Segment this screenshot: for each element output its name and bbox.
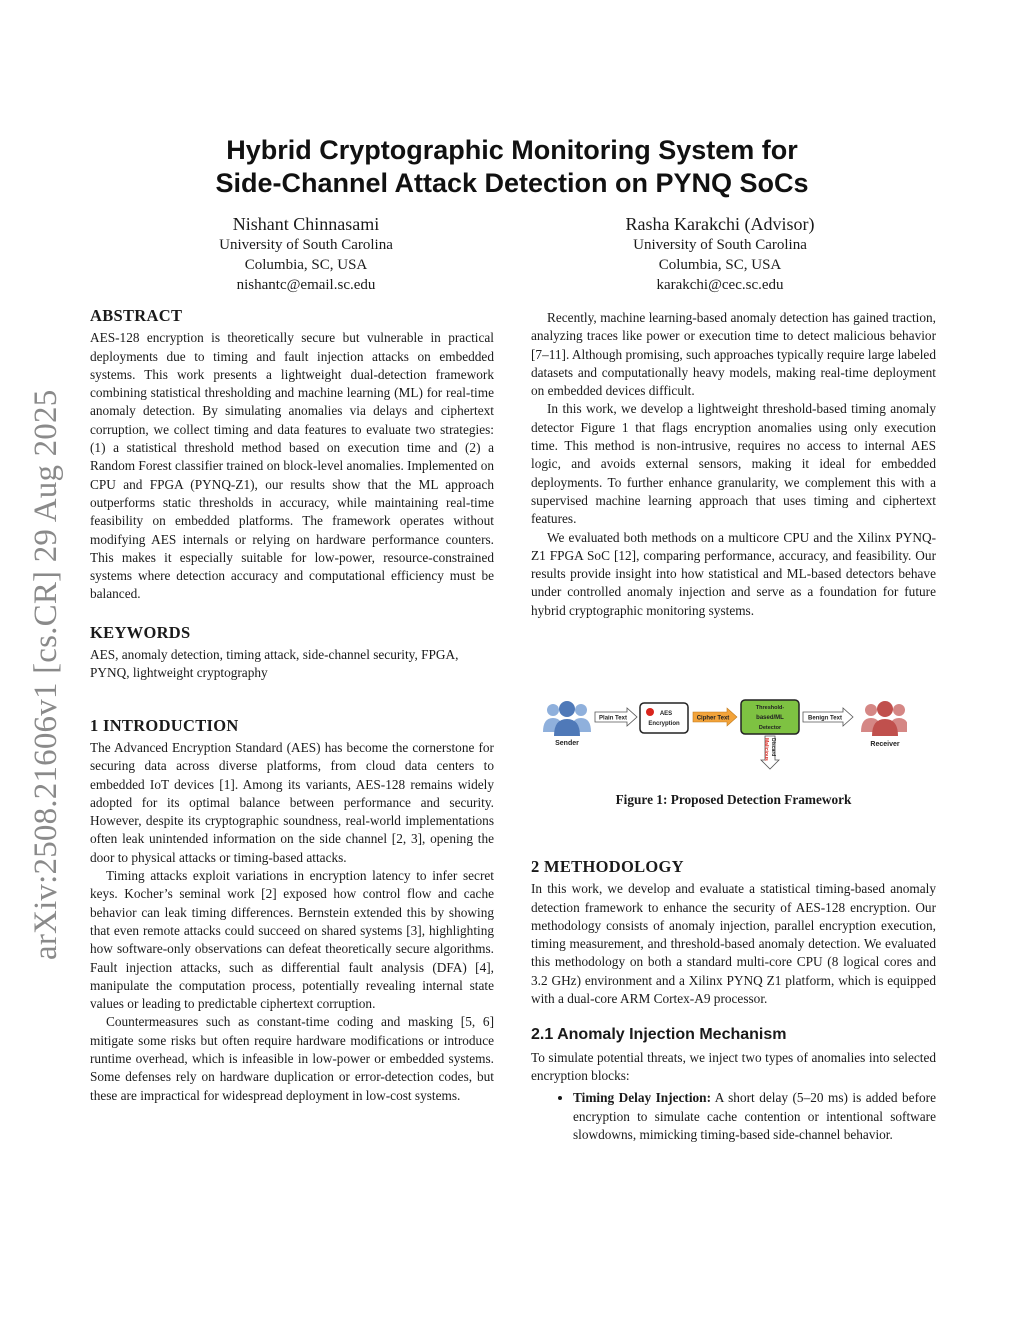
- aes-encryption-box: [640, 703, 688, 733]
- right-column-intro: [531, 309, 936, 620]
- introduction-heading: 1 INTRODUCTION: [90, 715, 239, 735]
- right-column-methodology: [531, 858, 936, 1144]
- left-column: [90, 307, 494, 1105]
- keywords-text: AES, anomaly detection, timing attack, side-channel security, FPGA, PYNQ, lightweight cryptography: [90, 647, 459, 681]
- plain-text-arrow: [595, 708, 637, 726]
- right-paragraph-1: Recently, machine learning-based anomaly detection has gained traction, analyzing traces like power or execution time to detect malicious behavior [7–11]. Although promising, such approaches typically require large labeled datasets and computationally heavy models, making real-time deployment on embedded devices difficult.: [531, 310, 936, 399]
- receiver-icon: [861, 701, 907, 736]
- sender-label: Sender: [555, 740, 579, 747]
- intro-paragraph-2: Timing attacks exploit variations in encryption latency to infer secret keys. Kocher’s seminal work [2] exposed how control flow and cache behavior can leak timing differences. Bernstein extended this by showing that even remote attacks could succeed on shared systems [3], highlighting how software-only observations can defeat theoretically secure algorithms. Fault injection attacks, such as differential fault analysis (DFA) [4], manipulate the computation process, potentially revealing internal state values or leading to predictable ciphertext corruption.: [90, 868, 494, 1012]
- cipher-text-arrow: [693, 708, 737, 726]
- author-email: nishantc@email.sc.edu: [236, 277, 376, 293]
- methodology-paragraph: In this work, we develop and evaluate a statistical timing-based anomaly detection framework to enhance the security of AES-128 encryption. Our methodology consists of anomaly injection, parallel encryption execution, timing measurement, and threshold-based anomaly detection. We evaluated this methodology on both a standard multi-core CPU (8 logical cores and 3.2 GHz) environment and a Xilinx PYNQ Z1 platform, which is equipped with a dual-core ARM Cortex-A9 processor.: [531, 881, 936, 1007]
- aes-label-line1: AES: [659, 711, 673, 717]
- author-affiliation: University of South Carolina: [219, 237, 393, 253]
- author-block-2: [600, 213, 840, 295]
- detector-label-line1: Threshold-: [755, 705, 785, 711]
- author-name: Nishant Chinnasami: [232, 214, 380, 234]
- intro-paragraph-3: Countermeasures such as constant-time coding and masking [5, 6] mitigate some risks but often require hardware modifications or introduce runtime overhead, which is infeasible in low-power or embedded systems. Some defenses rely on hardware duplication or error-detection codes, but these are impractical for widespread deployment in low-cost systems.: [90, 1014, 494, 1103]
- methodology-heading: 2 METHODOLOGY: [531, 857, 684, 876]
- title-line-2: Side-Channel Attack Detection on PYNQ SoCs: [215, 168, 809, 198]
- bullet-label: Timing Delay Injection:: [573, 1090, 712, 1106]
- intro-paragraph-1: The Advanced Encryption Standard (AES) has become the cornerstone for securing data across diverse platforms, from cloud data centers to embedded IoT devices [1]. Among its variants, AES-128 remains widely adopted for its optimal balance between performance and security. However, despite its cryptographic soundness, real-world implementations often leak unintended information on the side channel [2, 3], opening the door to physical attacks or timing-based attacks.: [90, 739, 494, 865]
- right-paragraph-2: In this work, we develop a lightweight threshold-based timing anomaly detector Figure 1 that flags encryption anomalies using only execution time. This method is non-intrusive, requires no access to internal AES logic, and avoids external sensors, making it ideal for embedded deployments. To further enhance granularity, we complement this with a supervised machine learning approach that uses timing and ciphertext features.: [531, 401, 936, 527]
- figure-caption: Figure 1: Proposed Detection Framework: [615, 792, 852, 807]
- aes-indicator-dot: [646, 708, 654, 716]
- receiver-label: Receiver: [870, 741, 900, 748]
- author-email: karakchi@cec.sc.edu: [656, 277, 784, 293]
- anomaly-paragraph: To simulate potential threats, we inject two types of anomalies into selected encryption blocks:: [531, 1049, 936, 1083]
- author-location: Columbia, SC, USA: [244, 257, 368, 273]
- right-paragraph-3: We evaluated both methods on a multicore CPU and the Xilinx PYNQ-Z1 FPGA SoC [12], comparing performance, accuracy, and feasibility. Our results provide insight into how statistical and ML-based detectors behave under controlled anomaly injection and serve as a foundation for future hybrid cryptographic monitoring systems.: [531, 529, 936, 618]
- discard-arrow: [761, 736, 779, 769]
- detector-label-line3: Detector: [758, 725, 782, 731]
- author-affiliation: University of South Carolina: [633, 237, 807, 253]
- author-name: Rasha Karakchi (Advisor): [625, 214, 815, 234]
- sender-icon: [543, 701, 591, 736]
- detector-label-line2: based/ML: [756, 715, 784, 721]
- discard-label: Discard: [770, 738, 776, 757]
- benign-text-arrow: [803, 708, 853, 726]
- keywords-heading: KEYWORDS: [90, 622, 191, 642]
- detection-framework-diagram: [541, 696, 907, 772]
- title-line-1: Hybrid Cryptographic Monitoring System for: [226, 135, 798, 165]
- aes-label-line2: Encryption: [648, 721, 680, 727]
- author-location: Columbia, SC, USA: [658, 257, 782, 273]
- benign-text-label: Benign Text: [808, 715, 842, 722]
- arxiv-stamp: arXiv:2508.21606v1 [cs.CR] 29 Aug 2025: [28, 389, 64, 960]
- author-block-1: [196, 213, 416, 295]
- abstract-heading: ABSTRACT: [90, 306, 183, 325]
- bullet-text: A short delay (5–20 ms) is added before encryption to simulate cache contention or intentional software slowdowns, mimicking timing-based side-channel behavior.: [573, 1090, 936, 1142]
- list-item: [573, 1089, 936, 1144]
- malicious-label: Malicious: [763, 738, 769, 761]
- abstract-text: AES-128 encryption is theoretically secure but vulnerable in practical deployments due to timing and fault injection attacks on embedded systems. This work presents a lightweight dual-detection framework combining statistical thresholding and machine learning (ML) for real-time anomaly detection. By simulating anomalies via delays and ciphertext corruption, we collect timing and data features to evaluate two strategies: (1) a statistical threshold method based on execution time and (2) a Random Forest classifier trained on block-level anomalies. Implemented on CPU and FPGA (PYNQ-Z1), our results show that the ML approach outperforms static thresholds in accuracy, while maintaining real-time feasibility on embedded platforms. The framework operates without modifying AES internals or relying on hardware performance counters. This makes it especially suitable for low-power, resource-constrained systems where detection accuracy and computational efficiency must be balanced.: [90, 330, 494, 602]
- plain-text-label: Plain Text: [599, 715, 627, 722]
- anomaly-heading: 2.1 Anomaly Injection Mechanism: [531, 1026, 787, 1044]
- anomaly-list: [531, 1089, 936, 1144]
- cipher-text-label: Cipher Text: [696, 715, 730, 722]
- paper-title: [120, 134, 904, 200]
- detector-box: [741, 700, 799, 734]
